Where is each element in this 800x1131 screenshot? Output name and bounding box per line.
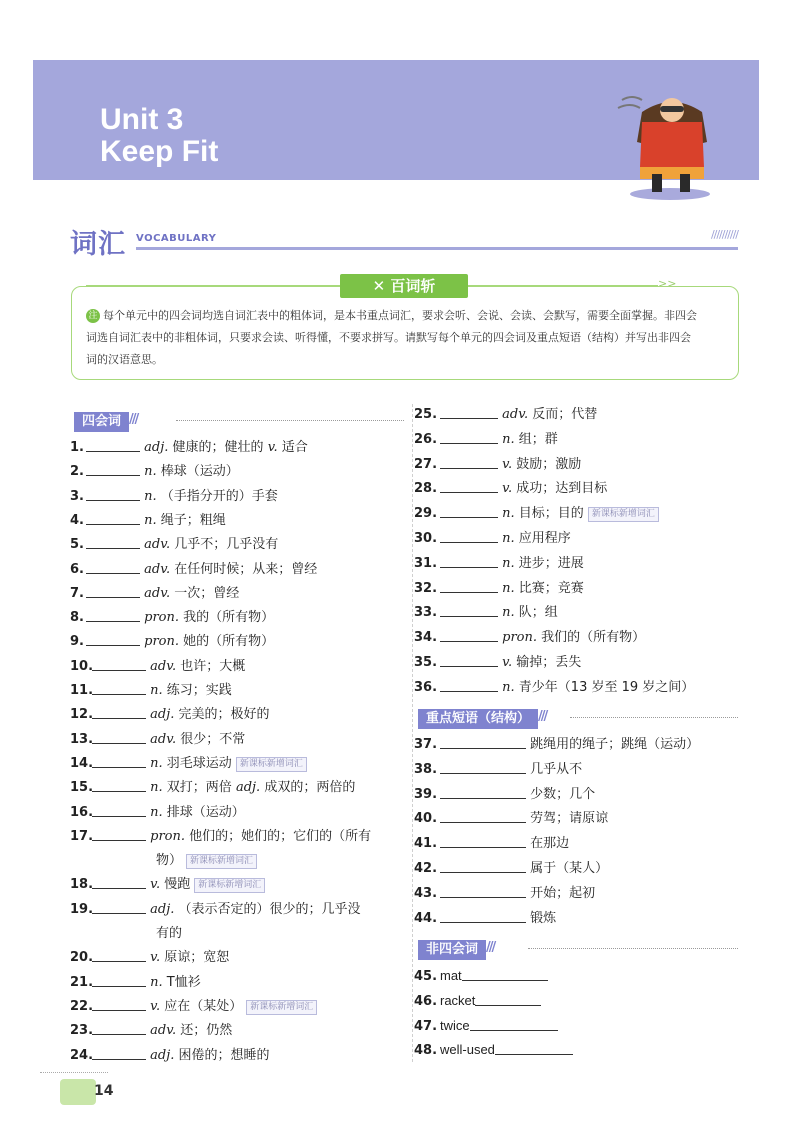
vocabulary-header [70,222,740,262]
item-number: 29. [414,506,438,522]
answer-blank[interactable] [440,552,498,568]
phrase-item [414,857,608,881]
word-item-continuation [156,849,257,873]
word-item [414,453,581,477]
item-number: 15. [70,780,94,796]
vocabulary-title-cn: 词汇 [70,229,126,260]
word-item [70,898,361,922]
new-word-badge: 新课标新增词汇 [588,507,659,522]
phrase-item [414,832,569,856]
meaning: 成功；达到目标 [516,481,608,497]
answer-blank[interactable] [495,1039,573,1055]
answer-blank[interactable] [440,676,498,692]
meaning: 目标；目的 [518,506,584,522]
meaning: 困倦的；想睡的 [178,1047,270,1063]
note-line: 词选自词汇表中的非粗体词，只要求会读、听得懂，不要求拼写。请默写每个单元的四会词及重点短语（结构）并写出非四会 [86,331,691,344]
dotted-rule [570,717,738,718]
word-item [70,558,317,582]
item-number: 37. [414,737,438,752]
answer-blank[interactable] [440,502,498,518]
meaning: 慢跑 [164,877,191,893]
word-item [70,776,355,800]
answer-blank[interactable] [92,971,146,987]
divider [136,247,738,250]
word-item [414,552,584,576]
answer-blank[interactable] [92,898,146,914]
item-number: 43. [414,885,438,901]
word-item [70,1019,232,1043]
item-number: 48. [414,1043,438,1059]
word-item [414,477,607,501]
word-item [70,485,278,509]
unit-title [100,104,218,168]
meaning: 比赛；竞赛 [518,580,584,596]
word-item [70,995,317,1019]
answer-blank[interactable] [470,1015,558,1031]
note-line: 词的汉语意思。 [86,353,163,366]
meaning: 队；组 [518,605,558,621]
meaning: 进步；进展 [518,555,584,571]
item-number: 11. [70,683,94,698]
item-number: 3. [70,488,84,504]
part-of-speech: v. [502,481,513,497]
meaning: 输掉；丢失 [516,655,582,670]
bars-decoration: /// [129,412,138,427]
part-of-speech: adv. [144,561,171,577]
meaning: 绳子；粗绳 [160,512,226,528]
part-of-speech: v. [150,950,161,966]
item-number: 41. [414,836,438,852]
answer-blank[interactable] [92,703,146,719]
word-item [70,606,274,630]
answer-blank[interactable] [92,776,146,792]
answer-blank[interactable] [440,403,498,419]
answer-blank[interactable] [92,1019,146,1035]
answer-blank[interactable] [440,907,526,923]
section-header-four [74,410,137,430]
character-illustration [612,82,730,202]
word-item [70,703,270,727]
phrase-item [414,783,595,807]
english-word: racket [440,992,476,1008]
answer-blank[interactable] [92,679,146,695]
meaning: 排球（运动） [166,804,245,820]
item-number: 39. [414,786,438,802]
meaning: （表示否定的）很少的；几乎没 [178,901,361,917]
answer-blank[interactable] [440,733,526,749]
unit-number: Unit 3 [100,103,184,136]
word-item [70,436,308,460]
meaning: 一次；曾经 [174,585,240,601]
answer-blank[interactable] [440,527,498,543]
answer-blank[interactable] [440,453,498,469]
answer-blank[interactable] [92,995,146,1011]
part-of-speech: n. [502,431,515,447]
answer-blank[interactable] [92,946,146,962]
item-number: 23. [70,1023,94,1039]
part-of-speech: adv. [150,731,177,747]
answer-blank[interactable] [440,783,526,799]
answer-blank[interactable] [92,801,146,817]
word-item [70,752,307,776]
answer-blank[interactable] [440,758,526,774]
answer-blank[interactable] [86,485,140,501]
phrase-item [414,733,699,757]
word-item [414,601,558,625]
meaning: 几乎不；几乎没有 [174,537,279,553]
item-number: 42. [414,861,438,876]
word-item [70,460,239,484]
vocabulary-title-en: VOCABULARY [136,233,217,244]
part-of-speech: pron. [502,630,538,646]
item-number: 8. [70,610,84,626]
answer-blank[interactable] [440,477,498,493]
word-item [414,676,694,700]
meaning: 原谅；宽恕 [164,950,230,966]
item-number: 13. [70,731,94,747]
part-of-speech: adj. [150,1047,175,1063]
item-number: 22. [70,998,94,1014]
section-title: 重点短语（结构） [418,709,538,729]
answer-blank[interactable] [92,752,146,768]
part-of-speech: adj. [235,780,261,796]
item-number: 25. [414,407,438,422]
word-item [414,428,558,452]
word-item [70,679,232,703]
part-of-speech: pron. [150,828,186,844]
answer-blank[interactable] [92,655,146,671]
page-number-box [60,1079,96,1109]
part-of-speech: adj. [150,901,175,917]
english-word: well-used [440,1042,495,1058]
meaning: 练习；实践 [166,683,232,698]
part-of-speech: v. [502,456,513,472]
part-of-speech: adj. [150,707,175,723]
part-of-speech: n. [144,512,157,528]
new-word-badge: 新课标新增词汇 [186,854,257,869]
item-number: 35. [414,655,438,670]
answer-blank[interactable] [440,857,526,873]
meaning: 双打；两倍 [166,780,232,796]
item-number: 45. [414,969,438,984]
phrase-item [414,807,608,831]
part-of-speech: n. [502,580,515,596]
part-of-speech: v. [267,440,278,455]
item-number: 5. [70,537,84,553]
phrase-item [414,758,582,782]
item-number: 10. [70,658,94,674]
meaning: 反而；代替 [532,407,598,422]
word-item [70,971,201,995]
part-of-speech: adv. [150,658,177,674]
answer-blank[interactable] [92,825,146,841]
item-number: 24. [70,1047,94,1063]
meaning: 青少年（13 岁至 19 岁之间） [518,679,695,695]
part-of-speech: adj. [144,440,169,455]
meaning: 很少；不常 [180,731,246,747]
meaning: 完美的；极好的 [178,707,270,723]
item-number: 4. [70,512,84,528]
meaning: 在那边 [530,836,570,852]
part-of-speech: adv. [144,537,171,553]
word-item [70,801,245,825]
item-number: 44. [414,910,438,926]
meaning: 应在（某处） [164,998,243,1014]
item-number: 12. [70,707,94,723]
note-icon: 注 [86,309,100,323]
answer-blank[interactable] [92,728,146,744]
part-of-speech: v. [150,877,161,893]
bars-decoration: /// [538,709,547,724]
part-of-speech: adv. [502,407,529,422]
answer-blank[interactable] [462,965,548,981]
part-of-speech: n. [502,531,515,546]
part-of-speech: n. [150,683,163,698]
answer-blank[interactable] [440,626,498,642]
part-of-speech: n. [502,679,515,695]
word-item [70,533,278,557]
item-number: 46. [414,993,438,1009]
instruction-note [71,286,739,380]
meaning: 组；群 [518,431,558,447]
word-item [70,630,274,654]
meaning: 健康的；健壮的 [172,440,264,455]
meaning: 跳绳用的绳子；跳绳（运动） [530,737,700,752]
item-number: 2. [70,464,84,480]
meaning: 成双的；两倍的 [264,780,356,796]
item-number: 38. [414,761,438,777]
nonfour-item [414,1014,558,1038]
part-of-speech: v. [150,998,161,1014]
meaning: 她的（所有物） [183,634,275,650]
english-word: mat [440,968,462,983]
meaning: 适合 [281,440,308,455]
part-of-speech: n. [150,974,163,990]
word-item [70,873,265,897]
bulb-icon [60,1079,96,1105]
item-number: 21. [70,974,94,990]
part-of-speech: n. [150,780,163,796]
item-number: 9. [70,634,84,650]
phrase-item [414,907,556,931]
item-number: 17. [70,828,94,844]
answer-blank[interactable] [86,436,140,452]
meaning: 有的 [156,926,183,941]
item-number: 26. [414,431,438,447]
answer-blank[interactable] [440,832,526,848]
item-number: 18. [70,877,94,893]
section-header-nonfour [418,938,494,958]
word-item [414,651,581,675]
word-item [414,403,597,427]
meaning: 还；仍然 [180,1023,233,1039]
part-of-speech: n. [502,555,515,571]
answer-blank[interactable] [86,582,140,598]
answer-blank[interactable] [86,533,140,549]
item-number: 33. [414,605,438,621]
meaning: 应用程序 [518,531,571,546]
part-of-speech: n. [502,605,515,621]
new-word-badge: 新课标新增词汇 [246,1000,317,1015]
word-item [70,655,245,679]
section-tag-label: 百词斩 [390,277,436,295]
part-of-speech: n. [144,464,157,480]
bars-decoration: /// [486,940,495,955]
answer-blank[interactable] [86,558,140,574]
section-title: 四会词 [74,412,129,432]
item-number: 31. [414,555,438,571]
nonfour-item [414,1038,573,1062]
answer-blank[interactable] [92,873,146,889]
item-number: 1. [70,440,84,455]
meaning: 羽毛球运动 [166,755,232,771]
meaning: 也许；大概 [180,658,246,674]
part-of-speech: n. [144,488,157,504]
meaning: 物） [156,853,183,869]
column-divider [412,404,413,1062]
item-number: 47. [414,1018,438,1034]
item-number: 32. [414,580,438,596]
answer-blank[interactable] [440,428,498,444]
part-of-speech: n. [150,804,163,820]
meaning: 鼓励；激励 [516,456,582,472]
item-number: 7. [70,585,84,601]
item-number: 28. [414,481,438,497]
word-item [70,1044,270,1068]
section-tag [340,274,468,298]
note-line: 每个单元中的四会词均选自词汇表中的粗体词，是本书重点词汇，要求会听、会说、会读、会默写，需要全面掌握。非四会 [103,309,697,322]
part-of-speech: v. [502,655,513,670]
meaning: 开始；起初 [530,885,596,901]
dotted-rule [528,948,738,949]
meaning: 他们的；她们的；它们的（所有 [189,828,372,844]
running-figure-icon: ✕ [372,277,386,295]
phrase-item [414,882,595,906]
meaning: T恤衫 [166,974,201,990]
meaning: 在任何时候；从来；曾经 [174,561,318,577]
word-item [70,582,239,606]
item-number: 14. [70,755,94,771]
part-of-speech: adv. [150,1023,177,1039]
answer-blank[interactable] [440,882,526,898]
meaning: 几乎从不 [530,761,583,777]
item-number: 36. [414,679,438,695]
nonfour-item [414,989,541,1013]
meaning: 我的（所有物） [183,610,275,626]
word-item [414,502,659,526]
part-of-speech: pron. [144,634,180,650]
nonfour-item [414,964,548,988]
page-number: 14 [94,1083,114,1099]
answer-blank[interactable] [86,606,140,622]
answer-blank[interactable] [475,990,541,1006]
meaning: 劳驾；请原谅 [530,811,609,827]
item-number: 27. [414,456,438,472]
item-number: 20. [70,950,94,966]
meaning: （手指分开的）手套 [160,488,278,504]
part-of-speech: adv. [144,585,171,601]
word-item [70,825,371,849]
word-item [414,527,571,551]
word-item [70,946,229,970]
answer-blank[interactable] [440,577,498,593]
answer-blank[interactable] [86,630,140,646]
meaning: 棒球（运动） [160,464,239,480]
footer-rule [40,1072,108,1073]
new-word-badge: 新课标新增词汇 [194,878,265,893]
new-word-badge: 新课标新增词汇 [236,757,307,772]
word-item [70,509,226,533]
item-number: 19. [70,901,94,917]
item-number: 34. [414,630,438,646]
dotted-rule [176,420,404,421]
chevron-decoration: >> [658,277,677,290]
answer-blank[interactable] [440,807,526,823]
item-number: 6. [70,561,84,577]
answer-blank[interactable] [440,651,498,667]
meaning: 少数；几个 [530,786,596,802]
hatch-decoration: ////////// [710,228,738,241]
part-of-speech: n. [502,506,515,522]
answer-blank[interactable] [86,509,140,525]
word-item [414,626,645,650]
section-header-phrases [418,707,546,727]
meaning: 锻炼 [530,910,557,926]
meaning: 属于（某人） [530,861,609,876]
answer-blank[interactable] [440,601,498,617]
word-item-continuation [156,922,182,946]
part-of-speech: pron. [144,610,180,626]
item-number: 16. [70,804,94,820]
unit-topic: Keep Fit [100,135,219,168]
meaning: 我们的（所有物） [541,630,646,646]
answer-blank[interactable] [92,1044,146,1060]
answer-blank[interactable] [86,460,140,476]
english-word: twice [440,1017,470,1033]
item-number: 30. [414,531,438,546]
section-title: 非四会词 [418,940,486,960]
word-item [70,728,245,752]
word-item [414,577,584,601]
part-of-speech: n. [150,755,163,771]
item-number: 40. [414,811,438,827]
